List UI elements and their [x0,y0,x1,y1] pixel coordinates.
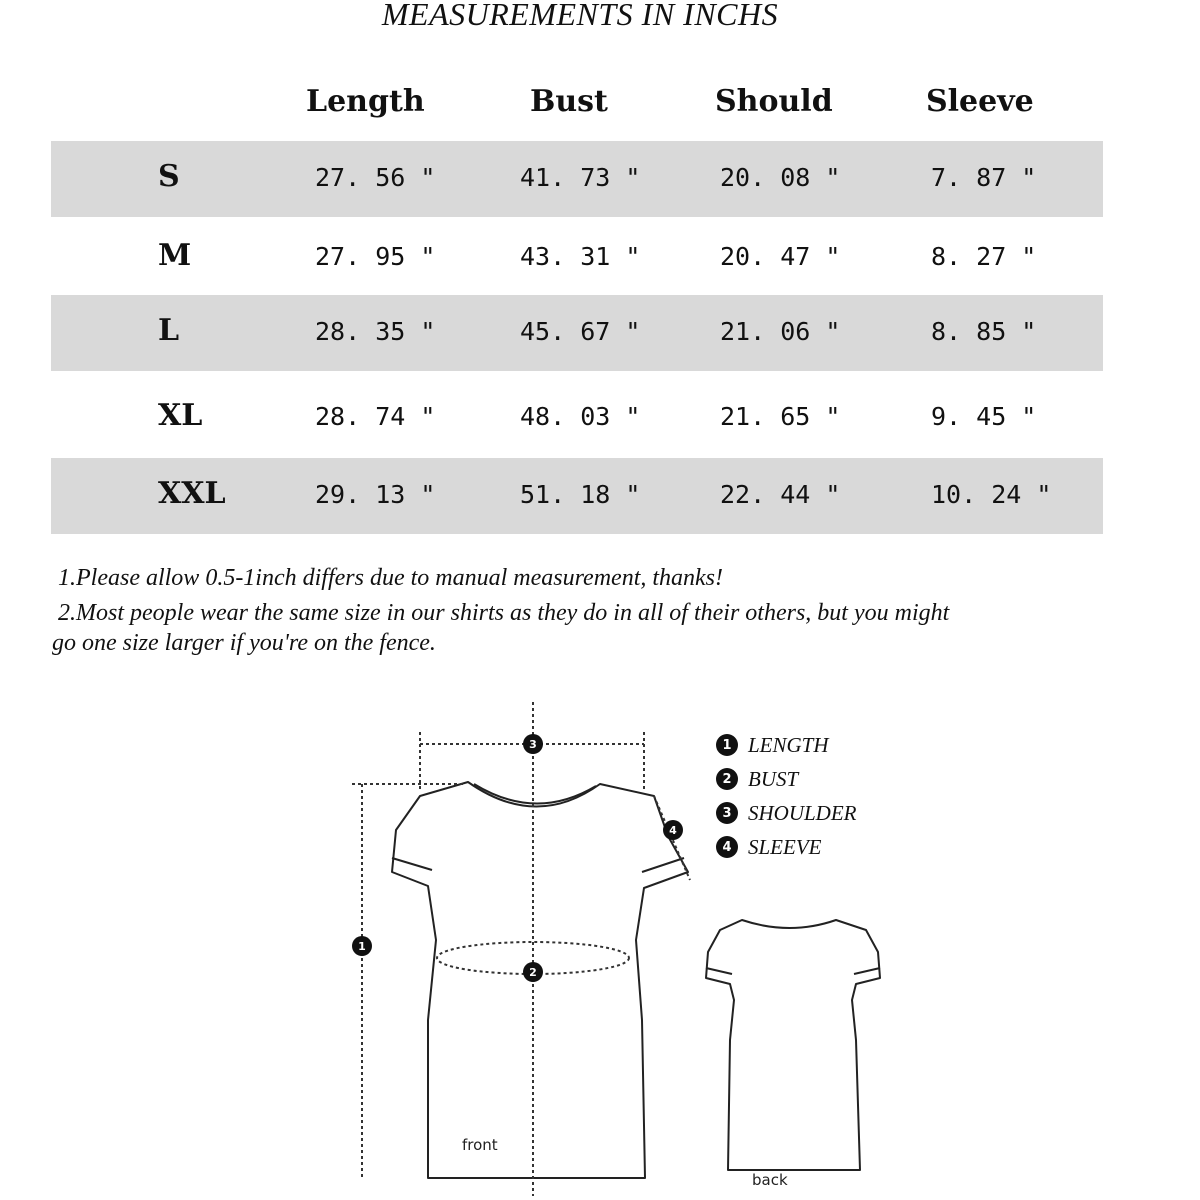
header-sleeve: Sleeve [926,84,1034,119]
bust-value: 43. 31 " [520,242,641,271]
sleeve-value: 8. 27 " [931,242,1037,271]
note-2-line-2: go one size larger if you're on the fence. [52,630,436,656]
shoulder-value: 21. 06 " [720,317,841,346]
marker-bust-label: 2 [529,966,537,979]
note-1: 1.Please allow 0.5-1inch differs due to manual measurement, thanks! [58,565,724,591]
length-value: 28. 35 " [315,317,436,346]
shoulder-value: 22. 44 " [720,480,841,509]
size-label: XXL [158,476,226,511]
front-right-sleeve-hem [642,858,684,872]
legend-item-shoulder [716,796,857,830]
front-left-sleeve-hem [392,858,432,870]
length-value: 28. 74 " [315,402,436,431]
length-value: 29. 13 " [315,480,436,509]
legend-label: SLEEVE [748,834,822,859]
page-title: MEASUREMENTS IN INCHS [381,0,779,32]
marker-shoulder-label: 3 [529,738,537,751]
legend-item-length [716,728,857,762]
sleeve-value: 7. 87 " [931,163,1037,192]
size-label: M [158,238,192,273]
sleeve-value: 8. 85 " [931,317,1037,346]
measure-markers [352,734,683,982]
size-label: S [158,159,180,194]
back-right-sleeve-hem [854,968,880,974]
marker-length-label: 1 [358,940,366,953]
length-value: 27. 95 " [315,242,436,271]
size-label: L [158,313,180,348]
legend-number-icon: 3 [716,802,738,824]
legend-number-icon: 2 [716,768,738,790]
sleeve-value: 9. 45 " [931,402,1037,431]
front-neckline [474,784,596,804]
back-caption: back [752,1171,788,1189]
legend-item-sleeve [716,830,857,864]
shoulder-value: 21. 65 " [720,402,841,431]
legend-item-bust [716,762,857,796]
measurement-legend [716,728,857,864]
front-shirt-outline [392,782,688,1178]
bust-value: 48. 03 " [520,402,641,431]
sleeve-value: 10. 24 " [931,480,1052,509]
header-bust: Bust [530,84,608,119]
legend-label: BUST [748,766,799,791]
bust-value: 41. 73 " [520,163,641,192]
note-2-line-1: 2.Most people wear the same size in our shirts as they do in all of their others, but you might [58,600,950,626]
bust-value: 51. 18 " [520,480,641,509]
back-left-sleeve-hem [706,968,732,974]
header-shoulder: Should [715,84,833,119]
legend-label: LENGTH [748,732,829,757]
front-caption: front [462,1136,498,1154]
legend-number-icon: 4 [716,836,738,858]
shoulder-value: 20. 47 " [720,242,841,271]
length-value: 27. 56 " [315,163,436,192]
back-shirt-outline [706,920,880,1170]
bust-value: 45. 67 " [520,317,641,346]
legend-label: SHOULDER [748,800,857,825]
size-label: XL [158,398,203,433]
header-length: Length [306,84,425,119]
marker-sleeve-label: 4 [669,824,677,837]
shoulder-value: 20. 08 " [720,163,841,192]
legend-number-icon: 1 [716,734,738,756]
